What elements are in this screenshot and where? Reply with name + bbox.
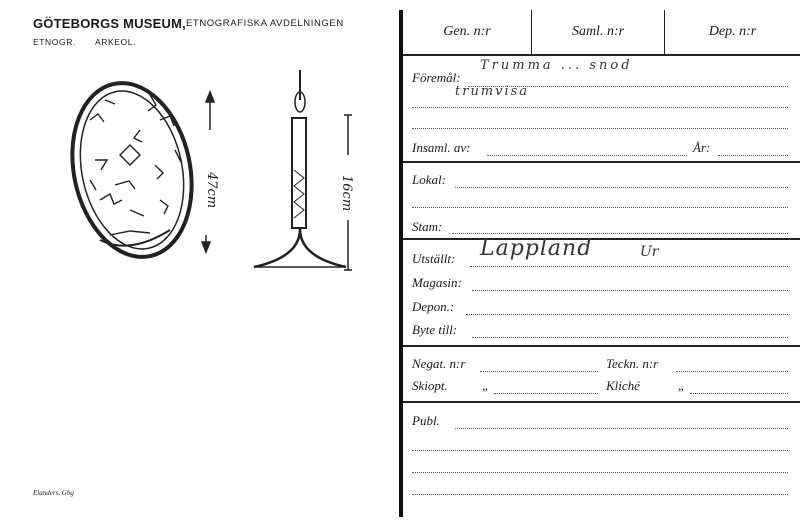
utstallt-handwriting: Lappland bbox=[480, 236, 593, 261]
stam-label: Stam: bbox=[412, 219, 443, 234]
teckn-line bbox=[676, 371, 788, 372]
ditto-mark: „ bbox=[482, 378, 490, 393]
foremal-handwriting-1: Trumma ... snod bbox=[480, 58, 633, 73]
depon-label: Depon.: bbox=[412, 299, 455, 314]
department-name: ETNOGRAFISKA AVDELNINGEN bbox=[186, 18, 344, 29]
subdivision-etnogr: ETNOGR. bbox=[33, 37, 76, 47]
foremal-handwriting-2: trumvisa bbox=[455, 84, 530, 99]
drum-sketch bbox=[60, 60, 380, 290]
side-measure: 16cm bbox=[339, 175, 354, 212]
publ-line-3 bbox=[412, 472, 788, 473]
card-divider bbox=[399, 10, 403, 517]
printer-mark: Elanders, Gbg bbox=[33, 489, 74, 497]
utstallt-line bbox=[470, 266, 788, 267]
teckn-label: Teckn. n:r bbox=[606, 356, 659, 371]
kliche-line bbox=[690, 393, 788, 394]
depon-line bbox=[466, 314, 788, 315]
drum-drawing bbox=[60, 72, 207, 268]
insaml-line bbox=[487, 155, 687, 156]
saml-number-header: Saml. n:r bbox=[571, 24, 625, 39]
utstallt-label: Utställt: bbox=[412, 251, 456, 266]
rule bbox=[403, 54, 800, 56]
magasin-label: Magasin: bbox=[412, 275, 462, 290]
subdivision-arkeol: ARKEOL. bbox=[95, 37, 137, 47]
stam-line bbox=[452, 233, 788, 234]
publ-line bbox=[455, 428, 788, 429]
utstallt-handwriting-extra: Ur bbox=[640, 244, 659, 260]
gen-number-header: Gen. n:r bbox=[443, 24, 491, 39]
foremal-line-2 bbox=[412, 107, 788, 108]
negat-line bbox=[480, 371, 598, 372]
publ-line-4 bbox=[412, 494, 788, 495]
skiopt-line bbox=[494, 393, 598, 394]
foremal-label: Föremål: bbox=[412, 70, 461, 85]
height-measure: 47cm bbox=[204, 172, 219, 209]
lokal-line bbox=[455, 187, 788, 188]
byte-line bbox=[472, 337, 788, 338]
foremal-line-3 bbox=[412, 128, 788, 129]
lokal-label: Lokal: bbox=[412, 172, 446, 187]
insaml-label: Insaml. av: bbox=[412, 140, 471, 155]
side-view-drawing bbox=[254, 70, 346, 267]
rule bbox=[403, 238, 800, 240]
ar-label: År: bbox=[693, 140, 711, 155]
rule bbox=[403, 401, 800, 403]
lokal-line-2 bbox=[412, 207, 788, 208]
publ-label: Publ. bbox=[412, 413, 440, 428]
magasin-line bbox=[472, 290, 788, 291]
byte-label: Byte till: bbox=[412, 322, 458, 337]
skiopt-label: Skiopt. bbox=[412, 378, 448, 393]
rule bbox=[403, 161, 800, 163]
ar-line bbox=[718, 155, 788, 156]
publ-line-2 bbox=[412, 450, 788, 451]
rule bbox=[403, 345, 800, 347]
dep-number-header: Dep. n:r bbox=[708, 24, 757, 39]
ditto-mark: „ bbox=[678, 378, 686, 393]
museum-name: GÖTEBORGS MUSEUM, bbox=[33, 16, 186, 31]
negat-label: Negat. n:r bbox=[412, 356, 466, 371]
kliche-label: Kliché bbox=[606, 378, 640, 393]
